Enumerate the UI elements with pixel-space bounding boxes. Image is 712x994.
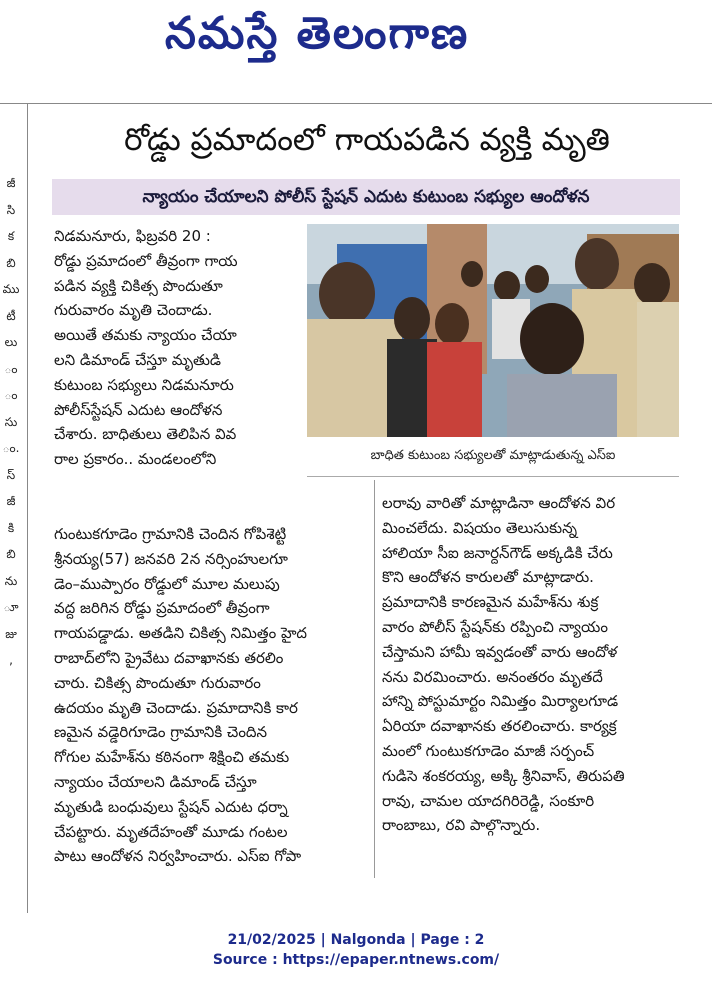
text-line: నిడమనూరు, ఫిబ్రవరి 20 : bbox=[54, 227, 211, 245]
fragment: , bbox=[9, 653, 13, 667]
text-line: గాయపడ్డాడు. అతడిని చికిత్స నిమిత్తం హైద bbox=[54, 624, 308, 643]
fragment: ము bbox=[2, 282, 20, 296]
caption-divider bbox=[307, 476, 679, 477]
fragment: ం. bbox=[2, 441, 20, 455]
text-line: చేస్తామని హామీ ఇవ్వడంతో వారు ఆందోళ bbox=[382, 642, 618, 661]
article-subheadline: న్యాయం చేయాలని పోలీస్ స్టేషన్ ఎదుట కుటుంబ సభ్యుల ఆందోళన bbox=[142, 187, 590, 207]
text-line: రాల ప్రకారం.. మండలంలోని bbox=[54, 450, 217, 469]
article-column-left-top bbox=[54, 224, 286, 472]
text-line: ఏరియా దవాఖానకు తరలించారు. కార్యక్ర bbox=[382, 717, 617, 736]
article-column-left-bottom bbox=[54, 522, 368, 869]
subheadline-band bbox=[52, 179, 680, 215]
text-line: శ్రీనయ్య(57) జనవరి 2న నర్సింహులగూ bbox=[54, 549, 288, 568]
fragment: ం bbox=[4, 361, 18, 376]
text-line: రాబాద్‌లోని ప్రైవేటు దవాఖానకు తరలిం bbox=[54, 648, 284, 667]
fragment: ూ bbox=[3, 600, 19, 614]
text-line: హాన్ని పోస్టుమార్టం నిమిత్తం మిర్యాలగూడ bbox=[382, 692, 619, 711]
text-line: రాంబాబు, రవి పాల్గొన్నారు. bbox=[382, 816, 541, 835]
column-divider-middle bbox=[374, 480, 375, 878]
fragment: జీ bbox=[6, 176, 16, 190]
text-line: ణమైన వడ్డెరిగూడెం గ్రామానికి చెందిన bbox=[54, 723, 268, 742]
text-line: లరావు వారితో మాట్లాడినా ఆందోళన విర bbox=[382, 494, 616, 512]
masthead-divider bbox=[0, 103, 712, 104]
text-line: అయితే తమకు న్యాయం చేయా bbox=[54, 326, 237, 345]
article-headline: రోడ్డు ప్రమాదంలో గాయపడిన వ్యక్తి మృతి bbox=[124, 122, 610, 158]
text-line: గోగుల మహేశ్‌ను కఠినంగా శిక్షించి తమకు bbox=[54, 748, 290, 767]
text-line: మించలేదు. విషయం తెలుసుకున్న bbox=[382, 518, 578, 537]
adjacent-article-fragments bbox=[0, 170, 22, 674]
article-column-right bbox=[382, 491, 680, 838]
text-line: చేశారు. బాధితులు తెలిపిన వివ bbox=[54, 425, 237, 444]
text-line: గుడిసె శంకరయ్య, అక్కి శ్రీనివాస్, తిరుపతి bbox=[382, 766, 625, 785]
text-line: రోడ్డు ప్రమాదంలో తీవ్రంగా గాయ bbox=[54, 251, 238, 270]
text-line: మృతుడి బంధువులు స్టేషన్ ఎదుట ధర్నా bbox=[54, 797, 288, 816]
fragment: టీ bbox=[6, 308, 16, 323]
fragment: స్ bbox=[6, 467, 16, 482]
fragment: జు bbox=[5, 626, 17, 641]
text-line: వద్ద జరిగిన రోడ్డు ప్రమాదంలో తీవ్రంగా bbox=[54, 599, 270, 618]
text-line: డెం–ముప్పారం రోడ్డులో మూల మలుపు bbox=[54, 574, 280, 593]
fragment: సు bbox=[4, 414, 18, 429]
text-line: వారం పోలీస్ స్టేషన్‌కు రప్పించి న్యాయం bbox=[382, 617, 608, 636]
article-photo bbox=[307, 224, 679, 437]
page-footer bbox=[0, 930, 712, 970]
footer-date-edition: 21/02/2025 | Nalgonda | Page : 2 bbox=[227, 932, 485, 948]
text-line: రావు, చామల యాదగిరిరెడ్డి, సంకూరి bbox=[382, 791, 595, 810]
text-line: ప్రమాదానికి కారణమైన మహేశ్‌ను శుక్ర bbox=[382, 593, 599, 612]
text-line: చేపట్టారు. మృతదేహంతో మూడు గంటల bbox=[54, 822, 288, 841]
text-line: గుంటుకగూడెం గ్రామానికి చెందిన గోపిశెట్టి bbox=[54, 525, 287, 543]
text-line: చారు. చికిత్స పొందుతూ గురువారం bbox=[54, 673, 261, 692]
text-line: గురువారం మృతి చెందాడు. bbox=[54, 301, 213, 320]
fragment: సి bbox=[6, 202, 16, 217]
text-line: లని డిమాండ్ చేస్తూ మృతుడి bbox=[54, 350, 221, 369]
newspaper-logo: నమస్తే తెలంగాణ bbox=[165, 8, 470, 59]
fragment: బి bbox=[6, 547, 16, 561]
fragment: బి bbox=[6, 255, 16, 270]
fragment: ను bbox=[4, 573, 18, 588]
text-line: న్యాయం చేయాలని డిమాండ్ చేస్తూ bbox=[54, 772, 257, 791]
text-line: పడిన వ్యక్తి చికిత్స పొందుతూ bbox=[54, 276, 223, 295]
column-divider-left bbox=[27, 103, 28, 913]
fragment: జీ bbox=[6, 494, 16, 508]
fragment: క bbox=[7, 229, 15, 243]
text-line: కుటుంబ సభ్యులు నిడమనూరు bbox=[54, 375, 234, 394]
text-line: హాలియా సీఐ జనార్దన్‌గౌడ్ అక్కడికి చేరు bbox=[382, 543, 613, 562]
text-line: మంలో గుంటుకగూడెం మాజీ సర్పంచ్ bbox=[382, 741, 595, 760]
masthead bbox=[0, 0, 712, 100]
text-line: పోలీస్‌స్టేషన్ ఎదుట ఆందోళన bbox=[54, 400, 223, 419]
fragment: కి bbox=[7, 520, 15, 535]
photo-caption: బాధిత కుటుంబ సభ్యులతో మాట్లాడుతున్న ఎస్ఐ bbox=[370, 448, 616, 463]
text-line: పాటు ఆందోళన నిర్వహించారు. ఎస్ఐ గోపా bbox=[54, 847, 302, 866]
footer-source: Source : https://epaper.ntnews.com/ bbox=[212, 952, 500, 968]
text-line: కొని ఆందోళన కారులతో మాట్లాడారు. bbox=[382, 568, 594, 587]
text-line: నను విరమించారు. అనంతరం మృతదే bbox=[382, 667, 603, 686]
fragment: ం bbox=[4, 388, 18, 402]
fragment: లు bbox=[4, 335, 18, 349]
text-line: ఉదయం మృతి చెందాడు. ప్రమాదానికి కార bbox=[54, 698, 298, 717]
